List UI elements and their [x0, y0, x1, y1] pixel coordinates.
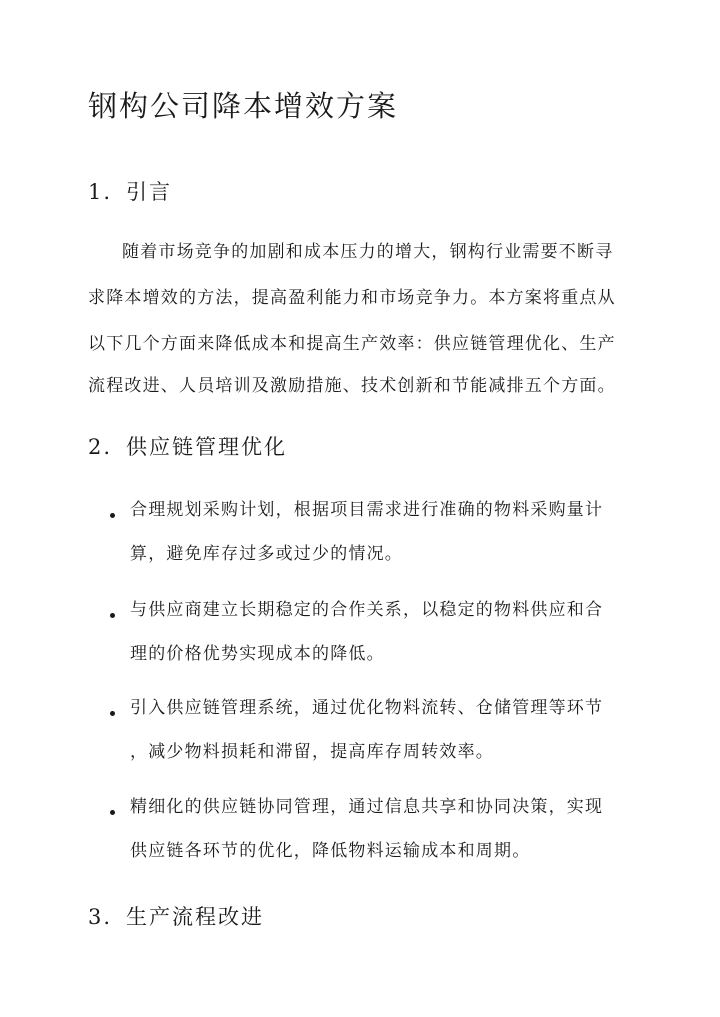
paragraph-line: 求降本增效的方法，提高盈利能力和市场竞争力。本方案将重点从	[88, 288, 616, 308]
bullet-text-line: ，减少物料损耗和滞留，提高库存周转效率。	[130, 742, 494, 762]
bullet-dot	[110, 613, 115, 618]
section-number: 1.	[88, 180, 113, 204]
bullet-dot	[110, 711, 115, 716]
section-heading-introduction	[88, 176, 172, 206]
bullet-text-line: 供应链各环节的优化，降低物料运输成本和周期。	[130, 841, 531, 861]
section-number: 3.	[88, 905, 113, 929]
bullet-text-line: 引入供应链管理系统，通过优化物料流转、仓储管理等环节	[130, 698, 604, 718]
bullet-text-line: 理的价格优势实现成本的降低。	[130, 644, 385, 664]
bullet-text-line: 与供应商建立长期稳定的合作关系，以稳定的物料供应和合	[130, 600, 604, 620]
section-title: 引言	[126, 180, 172, 204]
paragraph-line: 以下几个方面来降低成本和提高生产效率：供应链管理优化、生产	[88, 334, 616, 354]
bullet-text-line: 合理规划采购计划，根据项目需求进行准确的物料采购量计	[130, 500, 604, 520]
bullet-text-line: 精细化的供应链协同管理，通过信息共享和协同决策，实现	[130, 797, 604, 817]
paragraph-line: 随着市场竞争的加剧和成本压力的增大，钢构行业需要不断寻	[122, 242, 614, 262]
section-heading-production-process	[88, 901, 264, 931]
section-title: 生产流程改进	[126, 905, 264, 929]
paragraph-line: 流程改进、人员培训及激励措施、技术创新和节能减排五个方面。	[88, 376, 616, 396]
bullet-text-line: 算，避免库存过多或过少的情况。	[130, 544, 403, 564]
bullet-dot	[110, 810, 115, 815]
bullet-dot	[110, 513, 115, 518]
document-title: 钢构公司降本增效方案	[88, 89, 399, 123]
section-number: 2.	[88, 435, 113, 459]
section-title: 供应链管理优化	[126, 435, 287, 459]
section-heading-supply-chain	[88, 431, 287, 461]
